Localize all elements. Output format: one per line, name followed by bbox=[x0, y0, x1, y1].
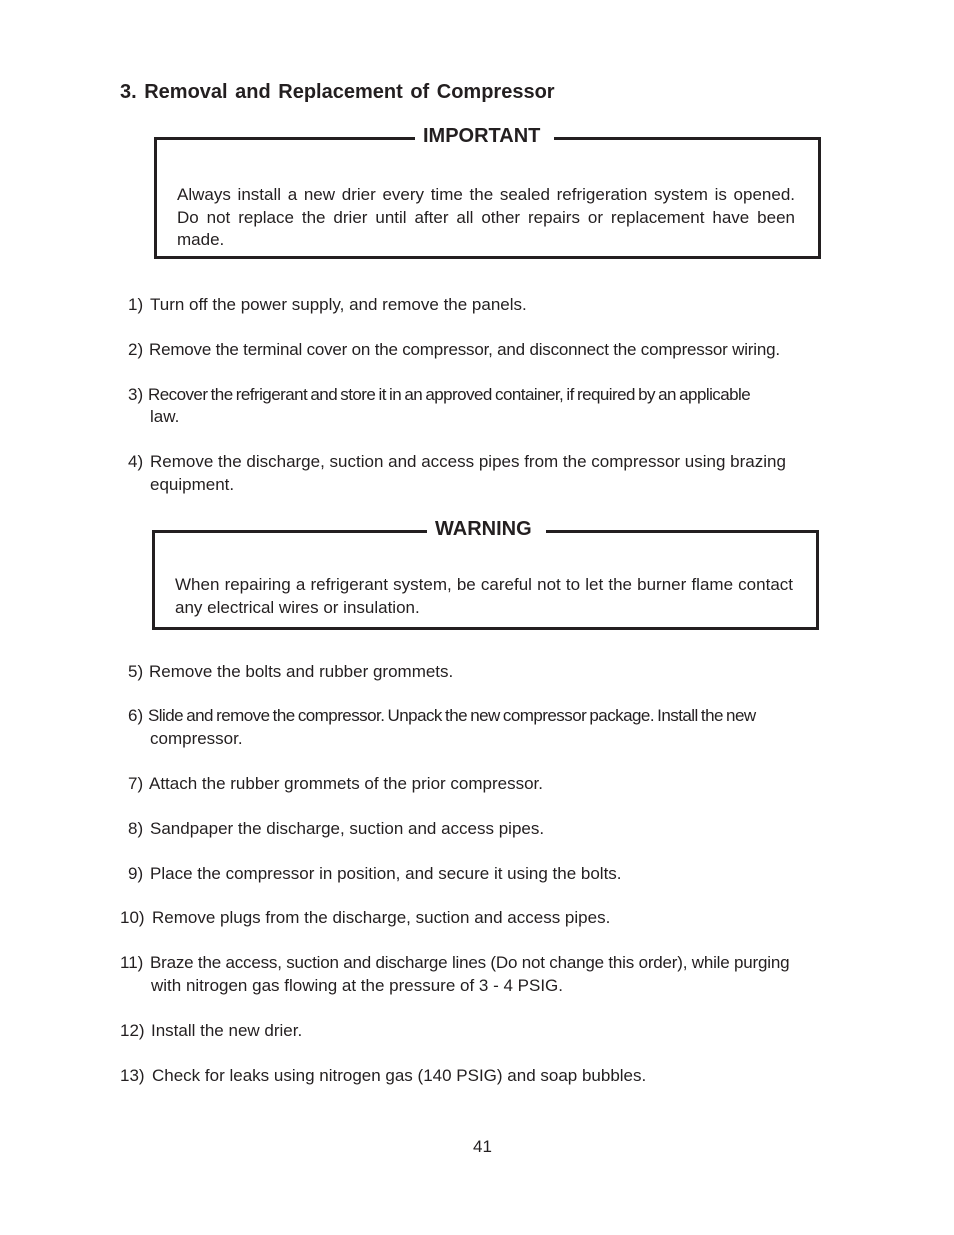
step-number: 11) bbox=[120, 953, 144, 972]
step-number: 5) bbox=[128, 662, 144, 681]
step-text: Remove the bolts and rubber grommets. bbox=[149, 662, 454, 681]
step-3 bbox=[128, 384, 858, 430]
step-6 bbox=[128, 705, 858, 751]
step-text: Place the compressor in position, and secure it using the bolts. bbox=[150, 864, 622, 883]
step-5 bbox=[128, 661, 858, 685]
step-number: 10) bbox=[120, 908, 145, 927]
step-11 bbox=[120, 952, 858, 998]
step-text: Install the new drier. bbox=[151, 1021, 303, 1040]
step-number: 12) bbox=[120, 1021, 145, 1040]
step-number: 2) bbox=[128, 340, 144, 359]
important-box bbox=[154, 125, 821, 259]
step-text: Remove the discharge, suction and access pipes from the compressor using brazing bbox=[150, 452, 786, 471]
section-title: 3. Removal and Replacement of Compressor bbox=[120, 81, 555, 103]
step-9 bbox=[128, 863, 858, 887]
step-text: Turn off the power supply, and remove the panels. bbox=[150, 295, 527, 314]
step-text-continued: with nitrogen gas flowing at the pressure of 3 - 4 PSIG. bbox=[151, 976, 563, 995]
step-7 bbox=[128, 773, 858, 797]
step-text: Remove plugs from the discharge, suction and access pipes. bbox=[152, 908, 611, 927]
warning-text: When repairing a refrigerant system, be careful not to let the burner flame contact any electrical wires or insulation. bbox=[175, 575, 793, 617]
step-number: 1) bbox=[128, 295, 144, 314]
step-text: Slide and remove the compressor. Unpack the new compressor package. Install the new bbox=[148, 706, 756, 725]
important-text: Always install a new drier every time the sealed refrigeration system is opened. Do not replace the drier until after all other repairs or replacement have been made. bbox=[177, 185, 795, 249]
step-text: Braze the access, suction and discharge lines (Do not change this order), while purging bbox=[150, 953, 790, 972]
step-12 bbox=[120, 1020, 858, 1044]
warning-box bbox=[152, 518, 819, 630]
step-8 bbox=[128, 818, 858, 842]
step-13 bbox=[120, 1065, 858, 1089]
step-number: 9) bbox=[128, 864, 144, 883]
step-text-continued: compressor. bbox=[150, 729, 243, 748]
step-text: Sandpaper the discharge, suction and access pipes. bbox=[150, 819, 545, 838]
important-label: IMPORTANT bbox=[415, 124, 554, 148]
step-number: 8) bbox=[128, 819, 144, 838]
warning-label: WARNING bbox=[427, 517, 546, 541]
step-number: 4) bbox=[128, 452, 144, 471]
step-number: 13) bbox=[120, 1066, 145, 1085]
step-text: Check for leaks using nitrogen gas (140 PSIG) and soap bubbles. bbox=[152, 1066, 647, 1085]
step-2 bbox=[128, 339, 858, 363]
step-text: Remove the terminal cover on the compressor, and disconnect the compressor wiring. bbox=[149, 340, 780, 359]
step-4 bbox=[128, 451, 858, 497]
step-number: 7) bbox=[128, 774, 144, 793]
step-number: 3) bbox=[128, 385, 144, 404]
step-1 bbox=[128, 294, 858, 318]
step-text: Recover the refrigerant and store it in an approved container, if required by an applicable bbox=[148, 385, 751, 404]
page-number: 41 bbox=[473, 1137, 492, 1156]
step-10 bbox=[120, 907, 858, 931]
step-text: Attach the rubber grommets of the prior compressor. bbox=[149, 774, 544, 793]
step-text-continued: equipment. bbox=[150, 475, 235, 494]
step-number: 6) bbox=[128, 706, 144, 725]
step-text-continued: law. bbox=[150, 407, 180, 426]
